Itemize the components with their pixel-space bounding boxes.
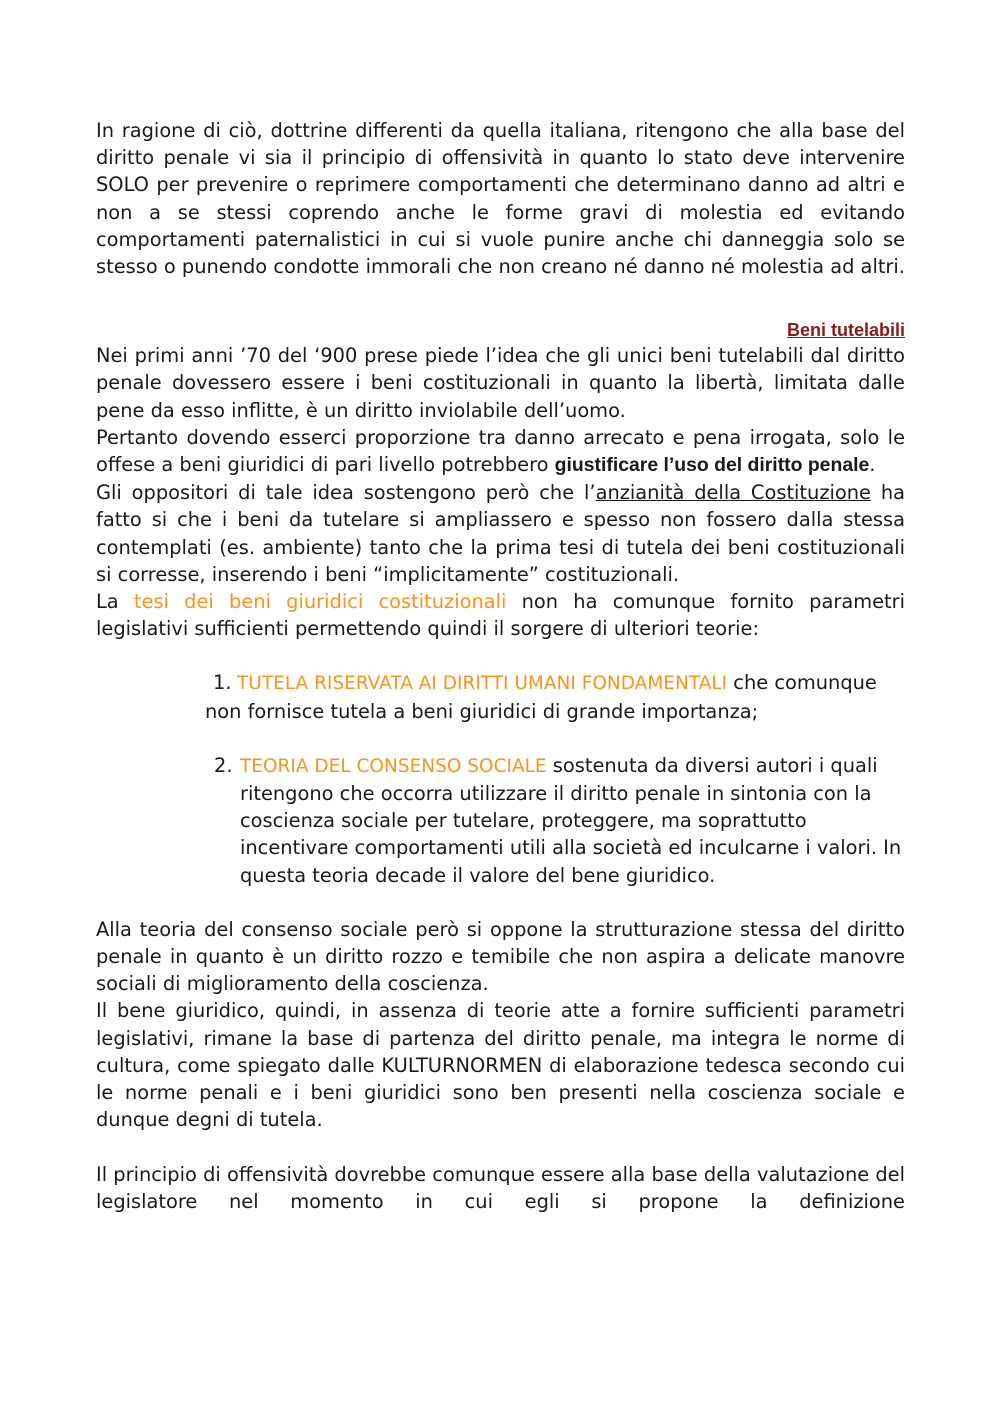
text-span: non ha comunque fornito parametri legislativi sufficienti permettendo quindi il sorgere di ulteriori teorie: — [96, 590, 905, 641]
list-item-text: che comunque — [727, 671, 877, 695]
list-number: 2. — [214, 753, 233, 777]
paragraph-offensivita: In ragione di ciò, dottrine differenti da quella italiana, ritengono che alla base del diritto penale vi sia il principio di offensività in quanto lo stato deve intervenire SOLO per prevenire o reprimere comportamenti che determinano danno ad altri e non a se stessi coprendo anche le forme gravi di molestia ed evitando comportamenti paternalistici in cui si vuole punire anche chi danneggia solo se stesso o punendo condotte immorali che non creano né danno né molestia ad altri. — [96, 119, 905, 279]
list-item-text: sostenuta da diversi autori i quali ritengono che occorra utilizzare il diritto penale in sintonia con la coscienza sociale per tutelare, proteggere, ma soprattutto incentivare comportamenti utili alla società ed inculcarne i valori. In questa teoria decade il valore del bene giuridico. — [240, 753, 902, 887]
underlined-phrase: anzianità della Costituzione — [595, 481, 871, 505]
list-number: 1. — [213, 671, 232, 695]
paragraph-bene-giuridico: Il bene giuridico, quindi, in assenza di teorie atte a fornire sufficienti parametri legislativi, rimane la base di partenza del diritto penale, ma integra le norme di cultura, come spiegato dalle KULTURNORMEN di elaborazione tedesca secondo cui le norme penali e i beni giuridici sono ben presenti nella coscienza sociale e dunque degni di tutela. — [96, 999, 905, 1132]
paragraph-consenso: Alla teoria del consenso sociale però si oppone la strutturazione stessa del diritto penale in quanto è un diritto rozzo e temibile che non aspira a delicate manovre sociali di miglioramento della coscienza. — [96, 917, 905, 996]
list-item — [213, 669, 905, 697]
paragraph-oppositori — [96, 479, 905, 588]
spacer — [96, 889, 905, 916]
paragraph-proporzione — [96, 424, 905, 479]
highlighted-phrase: tesi dei beni giuridici costituzionali — [133, 590, 507, 614]
list-item-title: TEORIA DEL CONSENSO SOCIALE — [240, 755, 547, 777]
paragraph-beni-costituzionali: Nei primi anni ’70 del ‘900 prese piede l’idea che gli unici beni tutelabili dal diritto penale dovessero essere i beni costituzionali in quanto la libertà, limitata dalle pene da esso inflitte, è un diritto inviolabile dell’uomo. — [96, 344, 905, 422]
list-item-continuation: non fornisce tutela a beni giuridici di grande importanza; — [205, 699, 759, 723]
section-heading: Beni tutelabili — [786, 320, 905, 341]
spacer — [96, 280, 905, 307]
text-span: Pertanto dovendo esserci proporzione tra danno arrecato e pena irrogata, solo le offese a beni giuridici di pari livello potrebbero — [96, 425, 905, 477]
spacer — [96, 1134, 905, 1161]
paragraph-tesi — [96, 588, 905, 642]
theories-list — [96, 669, 905, 888]
text-span: ha fatto si che i beni da tutelare si ampliassero e spesso non fossero dalla stessa contemplati (es. ambiente) tanto che la prima tesi di tutela dei beni costituzionali si corresse, inserendo i beni “implicitamente” costituzionali. — [96, 481, 906, 586]
text-span: La — [96, 590, 134, 614]
document-page — [96, 117, 905, 1215]
list-item — [214, 752, 905, 889]
text-span: Gli oppositori di tale idea sostengono però che l’ — [96, 481, 596, 505]
text-span: . — [869, 453, 876, 477]
bold-phrase: giustificare l’uso del diritto penale — [554, 454, 870, 477]
paragraph-principio: Il principio di offensività dovrebbe comunque essere alla base della valutazione del legislatore nel momento in cui egli si propone la definizione — [96, 1162, 905, 1213]
list-item-title: TUTELA RISERVATA AI DIRITTI UMANI FONDAMENTALI — [237, 673, 728, 695]
